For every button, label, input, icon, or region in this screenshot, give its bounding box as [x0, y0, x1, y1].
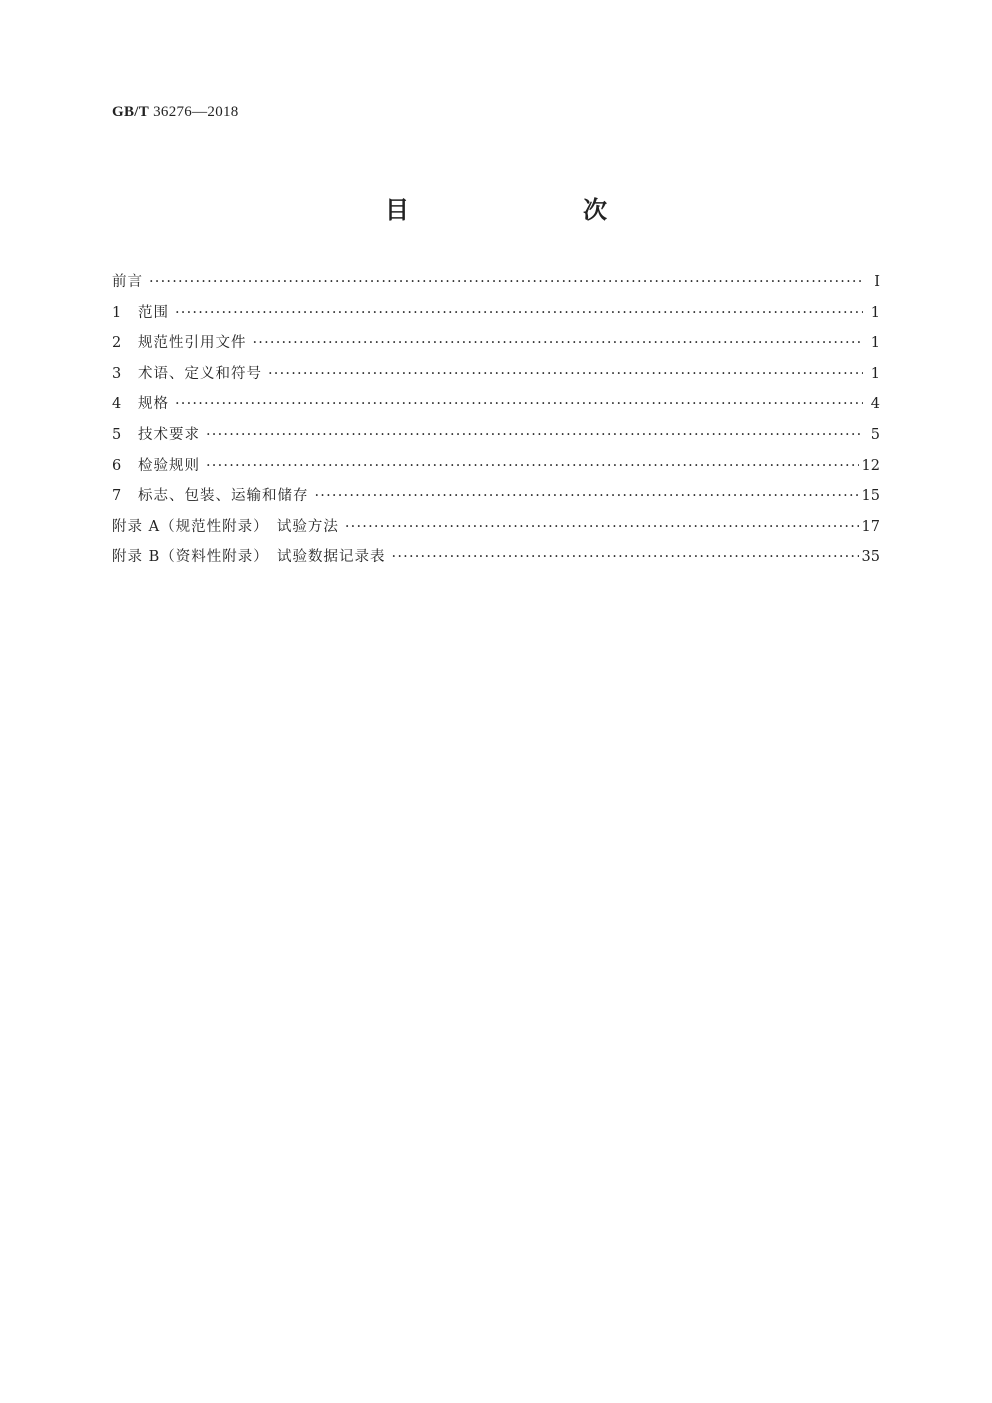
toc-entry-appendix-a[interactable]: [112, 515, 880, 546]
toc-leader-dots: [175, 396, 863, 412]
toc-entry-label: 附录 A（规范性附录） 试验方法: [112, 518, 339, 535]
toc-entry-number: 2: [112, 335, 122, 352]
toc-entry-appendix-b[interactable]: [112, 545, 880, 576]
toc-entry-page: 1: [870, 365, 880, 382]
toc-entry-label: 范围: [138, 304, 169, 321]
toc-entry-label: 前言: [112, 274, 143, 290]
toc-entry-number: 1: [112, 304, 122, 321]
toc-leader-dots: [253, 335, 864, 351]
toc-entry-page: 5: [870, 426, 880, 443]
toc-entry-label: 检验规则: [138, 457, 200, 474]
toc-entry-label: 标志、包装、运输和储存: [138, 488, 309, 505]
toc-entry-page: 35: [861, 549, 880, 566]
toc-entry-label: 规范性引用文件: [138, 335, 247, 352]
toc-entry-2[interactable]: [112, 331, 880, 362]
toc-leader-dots: [149, 274, 863, 290]
toc-entry-7[interactable]: [112, 484, 880, 515]
toc-entry-4[interactable]: [112, 392, 880, 423]
toc-entry-number: 5: [112, 426, 122, 443]
toc-entry-label: 技术要求: [138, 426, 200, 443]
toc-entry-6[interactable]: [112, 454, 880, 485]
table-of-contents: [112, 270, 880, 576]
toc-entry-page: 15: [861, 488, 880, 505]
toc-entry-number: 6: [112, 457, 122, 474]
standard-code-number: 36276—2018: [153, 104, 239, 120]
toc-leader-dots: [315, 488, 859, 504]
page-title: 目 次: [385, 196, 649, 224]
toc-entry-number: 7: [112, 488, 122, 505]
toc-leader-dots: [175, 305, 863, 321]
toc-entry-page: Ⅰ: [874, 274, 880, 290]
toc-leader-dots: [206, 427, 863, 443]
toc-entry-page: 1: [870, 304, 880, 321]
toc-entry-label: 术语、定义和符号: [138, 365, 262, 382]
toc-leader-dots: [206, 458, 859, 474]
toc-entry-number: 4: [112, 396, 122, 413]
toc-leader-dots: [392, 549, 859, 565]
standard-code-prefix: GB/T: [112, 104, 150, 120]
toc-entry-3[interactable]: [112, 362, 880, 393]
toc-entry-number: 3: [112, 365, 122, 382]
toc-entry-label: 规格: [138, 396, 169, 413]
toc-entry-page: 17: [861, 518, 880, 535]
toc-leader-dots: [268, 366, 863, 382]
toc-entry-page: 1: [870, 335, 880, 352]
toc-entry-label: 附录 B（资料性附录） 试验数据记录表: [112, 549, 386, 566]
toc-entry-foreword[interactable]: [112, 270, 880, 301]
toc-entry-1[interactable]: [112, 301, 880, 332]
toc-entry-5[interactable]: [112, 423, 880, 454]
toc-entry-page: 12: [861, 457, 880, 474]
standard-code: [112, 104, 239, 121]
toc-entry-page: 4: [870, 396, 880, 413]
toc-leader-dots: [345, 519, 859, 535]
